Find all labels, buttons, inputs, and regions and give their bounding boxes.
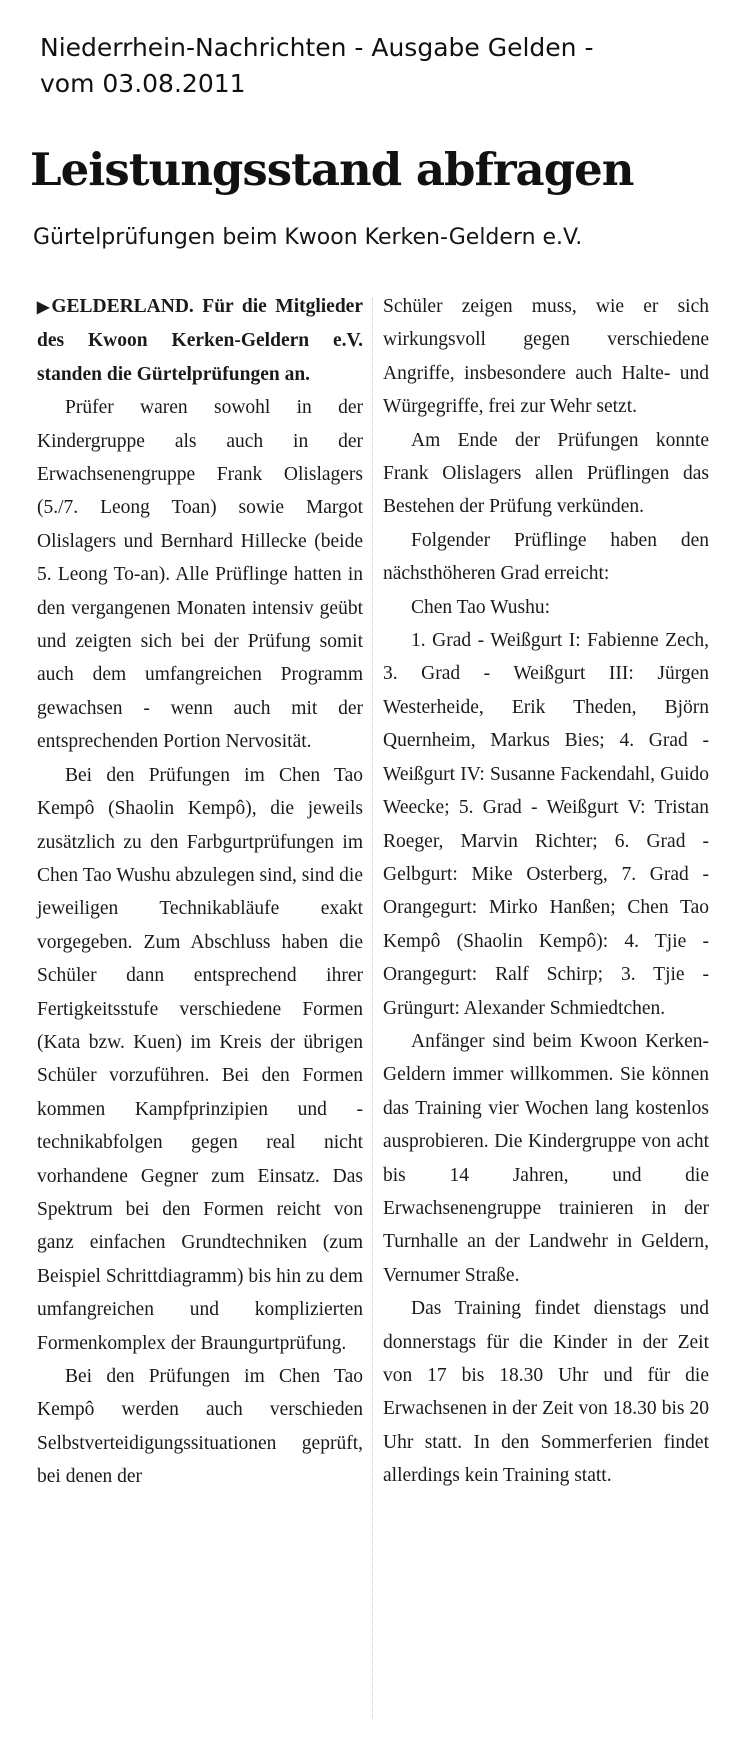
source-line-date: vom 03.08.2011 (40, 69, 246, 98)
article-paragraph-training-times: Das Training findet dienstags und donnerstags für die Kinder in der Zeit von 17 bis 18.30 Uhr und für die Erwachsenen in der Zeit von 18.30 bis 20 Uhr statt. In den Sommerferien findet allerdings kein Training statt. (383, 1298, 709, 1487)
article-subheadline: Gürtelprüfungen beim Kwoon Kerken-Geldern e.V. (33, 225, 583, 250)
triangle-right-icon: ▶ (37, 299, 50, 316)
column-divider (372, 298, 373, 1718)
article-paragraph-results: Am Ende der Prüfungen konnte Frank Olislagers allen Prüflingen das Bestehen der Prüfung verkünden. (383, 429, 709, 518)
article-paragraph-continuation: Schüler zeigen muss, wie er sich wirkungsvoll gegen verschiedene Angriffe, insbesondere auch Halte- und Würgegriffe, frei zur Wehr setzt. (383, 296, 709, 418)
article-column-left (37, 290, 363, 1494)
article-paragraph-kempo-forms: Bei den Prüfungen im Chen Tao Kempô (Shaolin Kempô), die jeweils zusätzlich zu den Farbgurtprüfungen im Chen Tao Wushu abzulegen sind, sind die jeweiligen Technikabläufe exakt vorgegeben. Zum Abschluss haben die Schüler dann entsprechend ihrer Fertigkeitsstufe verschiedene Formen (Kata bzw. Kuen) im Kreis der übrigen Schüler vorzuführen. Bei den Formen kommen Kampfprinzipien und -technikabfolgen gegen real nicht vorhandene Gegner zum Einsatz. Das Spektrum bei den Formen reicht von ganz einfachen Grundtechniken (zum Beispiel Schrittdiagramm) bis hin zu dem umfangreichen und komplizierten Formenkomplex der Braungurtprüfung. (37, 764, 363, 1354)
publication-source (40, 30, 720, 102)
article-paragraph-examiners: Prüfer waren sowohl in der Kindergruppe als auch in der Erwachsenengruppe Frank Olislagers (5./7. Leong Toan) sowie Margot Olislagers und Bernhard Hillecke (beide 5. Leong To-an). Alle Prüflinge hatten in den vergangenen Monaten intensiv geübt und zeigten sich bei der Prüfung somit auch dem umfangreichen Programm gewachsen - wenn auch mit der entsprechenden Portion Nervosität. (37, 397, 363, 753)
article-lead-paragraph (37, 290, 363, 391)
article-paragraph-list-intro: Folgender Prüflinge haben den nächsthöheren Grad erreicht: (383, 529, 709, 585)
article-paragraph-beginners: Anfänger sind beim Kwoon Kerken-Geldern immer willkommen. Sie können das Training vier Wochen lang kostenlos ausprobieren. Die Kindergruppe von acht bis 14 Jahren, und die Erwachsenengruppe trainieren in der Turnhalle an der Landwehr in Geldern, Vernumer Straße. (383, 1030, 709, 1286)
source-line-publication: Niederrhein-Nachrichten - Ausgabe Gelden - (40, 33, 594, 62)
article-paragraph-wushu-heading: Chen Tao Wushu: (411, 596, 551, 618)
article-column-right (383, 290, 709, 1493)
article-lead-text: GELDERLAND. Für die Mitglieder des Kwoon Kerken-Geldern e.V. standen die Gürtelprüfungen an. (37, 296, 363, 385)
article-paragraph-self-defense: Bei den Prüfungen im Chen Tao Kempô werden auch verschieden Selbstverteidigungssituationen geprüft, bei denen der (37, 1366, 363, 1488)
article-paragraph-graduates: 1. Grad - Weißgurt I: Fabienne Zech, 3. Grad - Weißgurt III: Jürgen Westerheide, Erik Theden, Björn Quernheim, Markus Bies; 4. Grad - Weißgurt IV: Susanne Fackendahl, Guido Weecke; 5. Grad - Weißgurt V: Tristan Roeger, Marvin Richter; 6. Grad - Gelbgurt: Mike Osterberg, 7. Grad - Orangegurt: Mirko Hanßen; Chen Tao Kempô (Shaolin Kempô): 4. Tjie - Orangegurt: Ralf Schirp; 3. Tjie - Grüngurt: Alexander Schmiedtchen. (383, 630, 709, 1019)
article-headline: Leistungsstand abfragen (30, 143, 634, 196)
